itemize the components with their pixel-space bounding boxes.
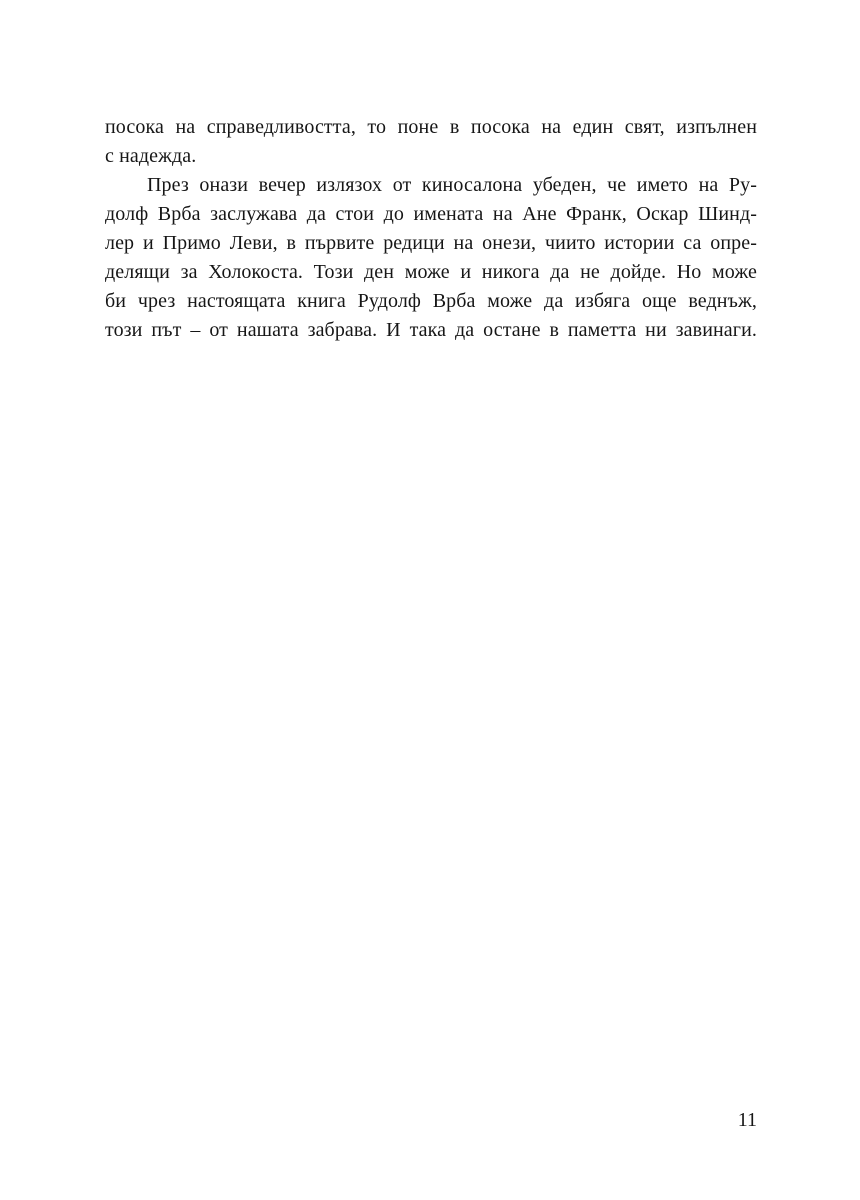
text-line: делящи за Холокоста. Този ден може и никога да не дойде. Но може xyxy=(105,261,757,283)
text-line: посока на справедливостта, то поне в посока на един свят, изпълнен xyxy=(105,116,757,138)
text-line: с надежда. xyxy=(105,145,197,167)
page-number: 11 xyxy=(737,1109,757,1131)
text-line: долф Врба заслужава да стои до имената на Ане Франк, Оскар Шинд- xyxy=(105,203,757,225)
text-line: лер и Примо Леви, в първите редици на онези, чиито истории са опре- xyxy=(105,232,757,254)
body-text xyxy=(105,113,757,345)
text-line: би чрез настоящата книга Рудолф Врба може да избяга още веднъж, xyxy=(105,290,757,312)
text-line: този път – от нашата забрава. И така да остане в паметта ни завинаги. xyxy=(105,319,757,341)
text-line: През онази вечер излязох от киносалона убеден, че името на Ру- xyxy=(147,174,757,196)
